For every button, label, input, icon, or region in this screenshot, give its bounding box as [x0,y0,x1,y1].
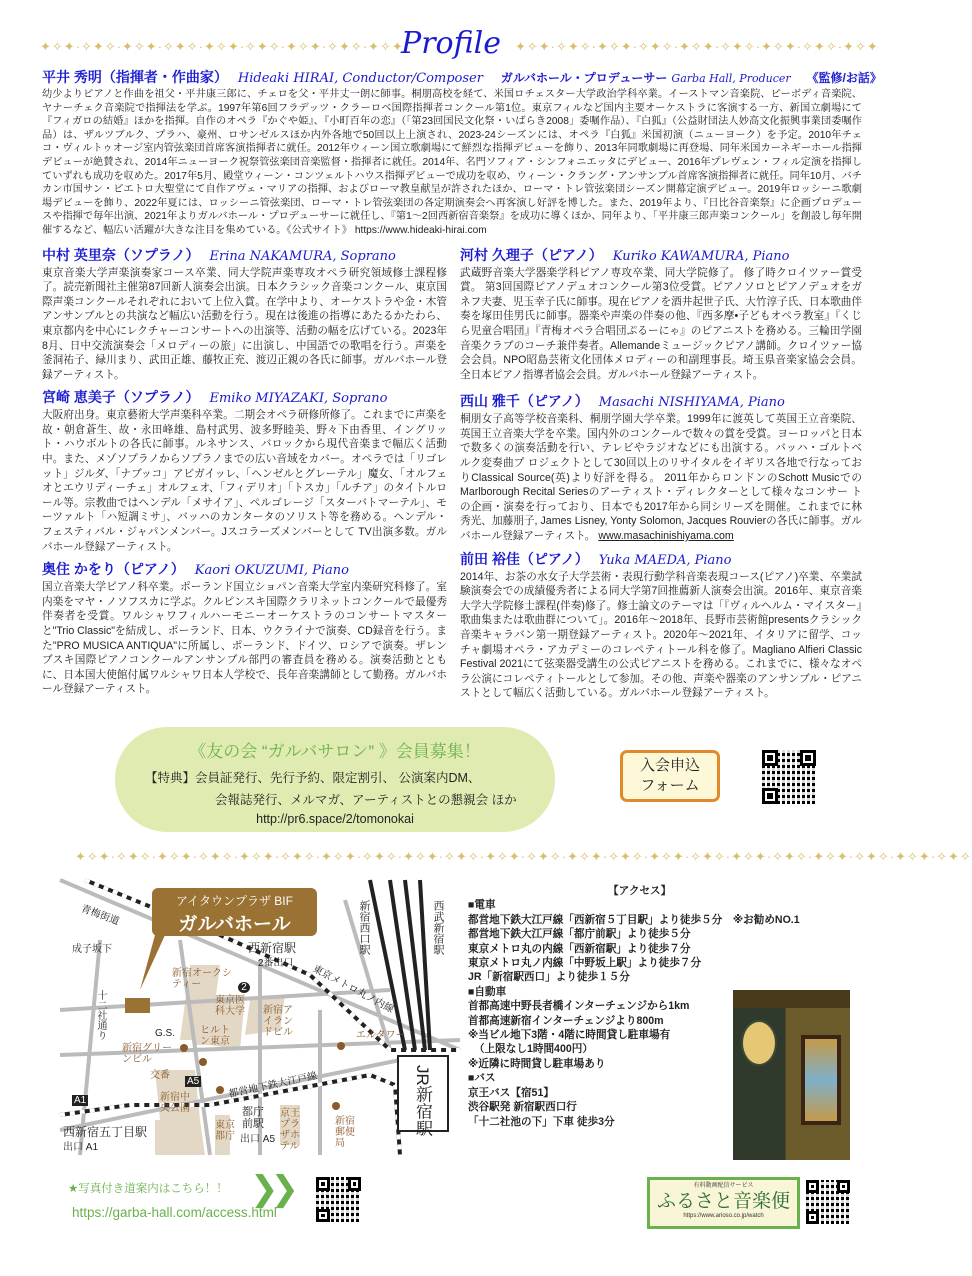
arrow-right-icon: ❯❯ [250,1170,291,1208]
furusato-banner[interactable] [647,1177,800,1229]
right-column [460,246,862,701]
access-line: ※近隣に時間貸し駐車場あり [468,1057,606,1070]
name-en: Hideaki HIRAI, Conductor/Composer [237,71,483,86]
bio-text: 2014年、お茶の水女子大学芸術・表現行動学科音楽表現コース(ピアノ)卒業、卒業試験演奏会での成績優秀者による同大学第7回推薦新人演奏会出演。2016年、東京音楽大学大学院修士課程(伴奏)修了。修士論文のテーマは「『ヴィルヘルム・マイスター』歌曲集または歌曲群について」。2016年～2018年、長野市芸術館presentsクラシック音楽キャラバン第一期登録アーティスト。2020年～2021年、イタリアに留学、コッチャ劇場オペラ・アカデミーのコレペティトール科を修了。Magliano Alfieri Classic Festival 2021にて弦楽器受講生の公式ピアニストを務める。これまでに、様々なオペラ公演にコレペティトールとして参加。その他、声楽や器楽のアンサンブル・ピアニストとして幅広く活動している。ガルバホール登録アーティスト。 [460,570,862,700]
bio-text: 東京音楽大学声楽演奏家コース卒業、同大学院声楽専攻オペラ研究領域修士課程修了。読売新聞社主催第87回新人演奏会出演。日本クラシック音楽コンクール、東京国際声楽コンクールそれぞれにおいて上位入賞。在学中より、オーケストラや金・木管アンサンブルとの共演など幅広い活動を行う。現在は後進の指導にあたるかたわら、東京都内を中心にレクチャーコンサートへの出演等、活動の幅を広げている。2023年8月、日中交流演奏会「メロディーの旅」に出演し、中国語での歌唱を行う。声楽を釜洞祐子、緑川まり、武田正雄、藤牧正充、渡辺正親の各氏に師事。ガルバホール登録アーティスト。 [42,266,447,381]
benefits-line-1: 【特典】会員証発行、先行予約、限定割引、 公演案内DM、 [145,771,481,785]
exit-number-badge: 2 [238,982,250,993]
map-label: 新宿アイランドビル [263,1005,293,1038]
membership-link[interactable]: http://pr6.space/2/tomonokai [256,812,414,826]
map-label: 西新宿駅 [248,941,297,955]
access-line: 都営地下鉄大江戸線「都庁前駅」より徒歩５分 [468,928,691,941]
name-en: Kuriko KAWAMURA, Piano [612,248,790,264]
artist-okuzumi [42,560,447,697]
profiles [42,68,882,701]
name-en: Erina NAKAMURA, Soprano [209,248,396,264]
access-line: ※当ビル地下3階・4階に時間貸し駐車場有 [468,1029,671,1042]
map-label: 都庁前駅 [242,1106,264,1130]
access-line: 東京メトロ丸ノ内線「中野坂上駅」より徒歩７分 [468,957,702,970]
name-en: Emiko MIYAZAKI, Soprano [209,391,388,407]
access-page-link[interactable]: https://garba-hall.com/access.html [72,1205,277,1220]
section-head: ■バス [468,1072,496,1085]
bio-text: 武蔵野音楽大学器楽学科ピアノ専攻卒業、同大学院修了。 修了時クロイツァー賞受賞。 第3回国際ピアノデュオコンクール第3位受賞。ピアノソロとピアノデュオをガネフ夫妻、児玉幸子氏に師事。現在ピアノを酒井起世子氏、大竹淳子氏、日本歌曲伴奏を塚田佳男氏に師事。器楽や声楽の伴奏の他、『西多摩•子どもオペラ教室』『くじら児童合唱団』『青梅オペラ合唱団ぷるーにゃ』のピアニストを務める。三輪田学園音楽クラブのコーチ兼伴奏者。Allemandeミュージックピアノ講師。クロイツァー協会会員。NPO昭島芸術文化団体メロディーの和副理事長。埼玉県音楽家協会会員。全日本ピアノ指導者協会会員。ガルバホール登録アーティスト。 [460,266,862,381]
name-en: Yuka MAEDA, Piano [598,552,732,568]
bio-text: 大阪府出身。東京藝術大学声楽科卒業。二期会オペラ研修所修了。これまでに声楽を故・朝倉蒼生、故・永田峰雄、島村武男、波多野睦美、野々下由香里、イングリット・ハウボルトの各氏に師事。ルネサンス、バロックから現代音楽まで幅広く活動中。また、メゾソプラノからソプラノまでの広い音域をカバー。オペラでは「リゴレット」ジルダ、「ナブッコ」アビガイッレ、「ヘンゼルとグレーテル」魔女、「オルフェオとエウリディーチェ」オルフェオ、「フィデリオ」「トスカ」「ルチア」のタイトルロール等。宗教曲ではヘンデル「メサイア」、ペルゴレージ「スターバトマーテル」、モーツァルト「ハ短調ミサ」、バッハのカンタータのソリスト等を務める。ヘンデル・フェスティバル・ジャパンメンバー。Jスコラーズメンバーとして TV出演多数。ガルバホール登録アーティスト。 [42,409,447,553]
map-label: 2番出口 [258,958,294,969]
join-form-button[interactable] [620,750,720,802]
access-line: （上限なし1時間400円） [474,1043,593,1056]
bio-text: 国立音楽大学ピアノ科卒業。ポーランド国立ショパン音楽大学室内楽研究科修了。室内楽をマヤ・ノソフスカに学ぶ。クルピンスキ国際クラリネットコンクールで最優秀伴奏者を受賞。ワルシャワフィルハーモニーオーケストラのコンサートマスターと"Trio Classic"を結成し、ポーランド、日本、ウクライナで演奏、CD録音を行う。また"PRO MUSICA ANTIQUA"に所属し、ポーランド、ドイツ、ロシアで演奏。ザレンブスキ国際ピアノコンクールアンサンブル部門の審査員を務める。演奏活動とともに、日本国大使館付属ワルシャワ日本人学校で、長年音楽講師として勤務。ガルバホール登録アーティスト。 [42,581,447,696]
map-label: 新宿西口駅 [358,900,370,955]
website-link[interactable]: www.masachinishiyama.com [598,530,734,543]
building-name: アイタウンプラザ BIF [176,894,293,908]
map-label: JR新宿駅 [413,1065,432,1137]
name-en: Kaori OKUZUMI, Piano [194,563,349,579]
benefits-line-2: 会報誌発行、メルマガ、アーティストとの懇親会 ほか [215,793,517,807]
map-label: 青梅街道 [79,903,121,928]
map-label: 京王プラザホテル [280,1108,300,1152]
map-label: 西武新宿駅 [432,900,444,955]
membership-qr-code[interactable] [762,750,816,804]
name-ja: 宮崎 恵美子（ソプラノ） [42,389,200,406]
map-label: 新宿中央公園 [160,1092,190,1114]
artist-miyazaki [42,388,447,554]
bio-text: 幼少よりピアノと作曲を祖父・平井康三郎に、チェロを父・平井丈一朗に師事。桐朋高校を経て、米国ロチェスター大学政治学科卒業。イーストマン音楽院、ピーボディ音楽院、ヤナーチェク音楽院で指揮法を学ぶ。1997年第6回フラデッツ・クラーロベ国際指揮者コンクール第1位。東京フィルなど国内主要オーケストラに客演する一方、新国立劇場にて『フィガロの結婚』ほかを指揮。自作のオペラ『かぐや姫』、『小町百年の恋』（「第23回国民文化祭・いばらき2008」委嘱作品）、『白狐』（公益財団法人妙高文化振興事業団委嘱作品）は、ザルツブルク、プラハ、豪州、ロサンゼルスほか内外各地で50回以上上演され、2023-24シーズンには、オペラ『白狐』米国初演（ニューヨーク）を予定。2010年チェコ・ヴィルトゥオージ室内管弦楽団首席客演指揮者に就任。2012年ウィーン国立歌劇場にて鮮烈な指揮デビューを飾り、2013年同歌劇場に再登場、同年米国カーネギーホール指揮デビューが絶賛され、2014年ニューヨーク祝祭管弦楽団音楽監督・指揮者に就任。2014年、名門ソフィア・シンフォニエッタにデビュー、2016年プレヴェン・フィル定演を指揮していずれも成功を収めた。2017年5月、殿堂ウィーン・コンツェルトハウス指揮デビューで成功を収め、ウィーン・クラング・アンサンブル首席客演指揮者に就任。同年10月、バチカン市国サン・ピエトロ大聖堂にて自作アヴェ・マリアの指揮、およびローマ教皇献呈が許されたほか、ローマ・トレ管弦楽団シーズン開幕定演デビュー。2019年ロッシーニ歌劇場デビューを飾り、2022年夏には、ロッシーニ管弦楽団、ローマ・トレ管弦楽団の各定期演奏会へ再客演し好評を博した。また、2019年より、『日比谷音楽祭』に企画プロデュースや指揮で毎年出演、2021年よりガルバホール・プロデューサーに就任し、『第1～2回西新宿音楽祭』を成功に導くほか、同年より、「平井康三郎声楽コンクール」を創設し毎年開催するなど、幅広い活躍が大きな注目を集めている。《公式サイト》 [42,89,862,236]
artist-nakamura [42,246,447,383]
access-line: 「十二社池の下」下車 徒歩3分 [468,1115,615,1128]
map-label: 交番 [150,1070,170,1081]
access-title: 【アクセス】 [608,885,672,897]
map-label: 新宿郵便局 [335,1116,355,1149]
section-head: ■電車 [468,899,496,912]
access-line: 京王バス【宿51】 [468,1086,554,1099]
artist-kawamura [460,246,862,383]
access-line: 都営地下鉄大江戸線「西新宿５丁目駅」より徒歩５分 ※お勧めNO.1 [468,913,800,926]
map-label: G.S. [155,1028,176,1039]
photo-guide-text: ★写真付き道案内はこちら！！ [68,1183,228,1195]
ornament-left: ✦✧✦·✧✦✧·✦✧✦·✧✦✧·✦✧✦·✧✦✧·✦✧✦·✧✦✧·✦✧✦ [40,39,404,54]
left-column [42,246,447,701]
join-label-2: フォーム [640,777,700,794]
entrance-photo [733,990,850,1160]
map-label: 出口 A5 [240,1134,276,1145]
access-map [60,880,460,1155]
artist-columns [42,246,862,701]
hall-name: ガルバホール [178,914,291,935]
furusato-url: https://www.arioso.co.jp/watch [683,1213,764,1219]
map-label: 新宿グリーンビル [122,1043,172,1065]
map-label: 西新宿五丁目駅 [63,1125,148,1139]
section-head: ■自動車 [468,985,507,998]
name-ja: 平井 秀明（指揮者・作曲家） [42,69,228,85]
hirai-heading [42,68,882,88]
ornament-divider: ✦✧✦·✧✦✧·✦✧✦·✧✦✧·✦✧✦·✧✦✧·✦✧✦·✧✦✧·✦✧✦·✧✦✧·✦✧✦·✧✦✧·✦✧✦·✧✦✧·✦✧✦·✧✦✧·✦✧✦·✧✦✧·✦✧✦·✧✦✧·✦✧✦·✧✦✧ [75,849,972,864]
bio-text: 桐朋女子高等学校音楽科、桐朋学園大学卒業。1999年に渡英して英国王立音楽院、英国王立音楽大学を卒業。国内外のコンクールで数々の賞を受賞。ヨーロッパと日本で数多くの演奏活動を行い、テレビやラジオなどにも出演する。バッハ・ゴルトベルク変奏曲プ ロジェクトとして30回以上のリサイタルをイギリス各地で行なっておりClassical Source(英)より好評を得る。 2011年からロンドンのSchott MusicでのMarlborough Recital Seriesのアーティスト・ディレクターとして様々なコンサー トの企画・演奏を行っており、日本でも2017年から同シリーズを開催。これまでに林秀光、加藤朋子, James Lisney, Yonty Solomon, Jacques Rouvierの各氏に師事。ガルバホール登録アーティスト。 [460,413,862,543]
ornament-right: ✦✧✦·✧✦✧·✦✧✦·✧✦✧·✦✧✦·✧✦✧·✦✧✦·✧✦✧·✦✧✦ [515,39,879,54]
map-label: 東京メトロ丸ノ内線 [310,963,396,1016]
artist-nishiyama [460,392,862,543]
map-label: 新宿オークシティー [172,968,232,990]
membership-banner [115,727,555,832]
official-site-link[interactable]: https://www.hideaki-hirai.com [354,224,487,236]
map-label: 都営地下鉄大江戸線 [227,1070,319,1101]
access-line: 東京メトロ丸の内線「西新宿駅」より徒歩７分 [468,942,691,955]
name-ja: 中村 英里奈（ソプラノ） [42,246,200,263]
furusato-title: ふるさと音楽便 [656,1190,790,1212]
membership-title: 《友の会 “ガルバサロン” 》会員募集！ [189,742,481,761]
map-label: エルタワー [356,1030,406,1041]
map-label: A1 [74,1095,87,1106]
role-ja: ガルバホール・プロデューサー [500,71,668,85]
map-label: 出口 A1 [63,1142,99,1153]
name-ja: 河村 久理子（ピアノ） [460,246,603,263]
name-ja: 西山 雅千（ピアノ） [460,393,589,410]
supervision-label: 《監修/お話》 [806,71,882,85]
name-en: Masachi NISHIYAMA, Piano [598,395,785,411]
hirai-bio [42,88,862,238]
map-label: A5 [187,1076,200,1087]
access-line: 渋谷駅発 新宿駅西口行 [468,1101,577,1114]
map-label: 十二社通り [95,990,106,1040]
page-title: Profile [401,26,501,61]
map-label: ヒルトン東京 [200,1025,230,1047]
name-ja: 奥住 かをり（ピアノ） [42,561,185,578]
access-line: 首都高速新宿インターチェンジより800m [468,1014,664,1027]
role-en: Garba Hall, Producer [671,72,791,85]
join-label-1: 入会申込 [639,757,700,774]
name-ja: 前田 裕佳（ピアノ） [460,550,589,567]
map-label: 東京都庁 [215,1120,235,1142]
furusato-qr-code[interactable] [806,1180,850,1224]
access-line: JR「新宿駅西口」より徒歩１５分 [468,971,630,984]
furusato-subtitle: 有料動画配信サービス [693,1183,754,1189]
artist-maeda [460,550,862,701]
map-label: 東京医科大学 [215,995,245,1017]
map-label: 成子坂下 [72,944,112,955]
access-qr-code[interactable] [316,1177,361,1222]
access-line: 首都高速中野長者橋インターチェンジから1km [468,1000,690,1013]
hall-callout [152,888,317,936]
